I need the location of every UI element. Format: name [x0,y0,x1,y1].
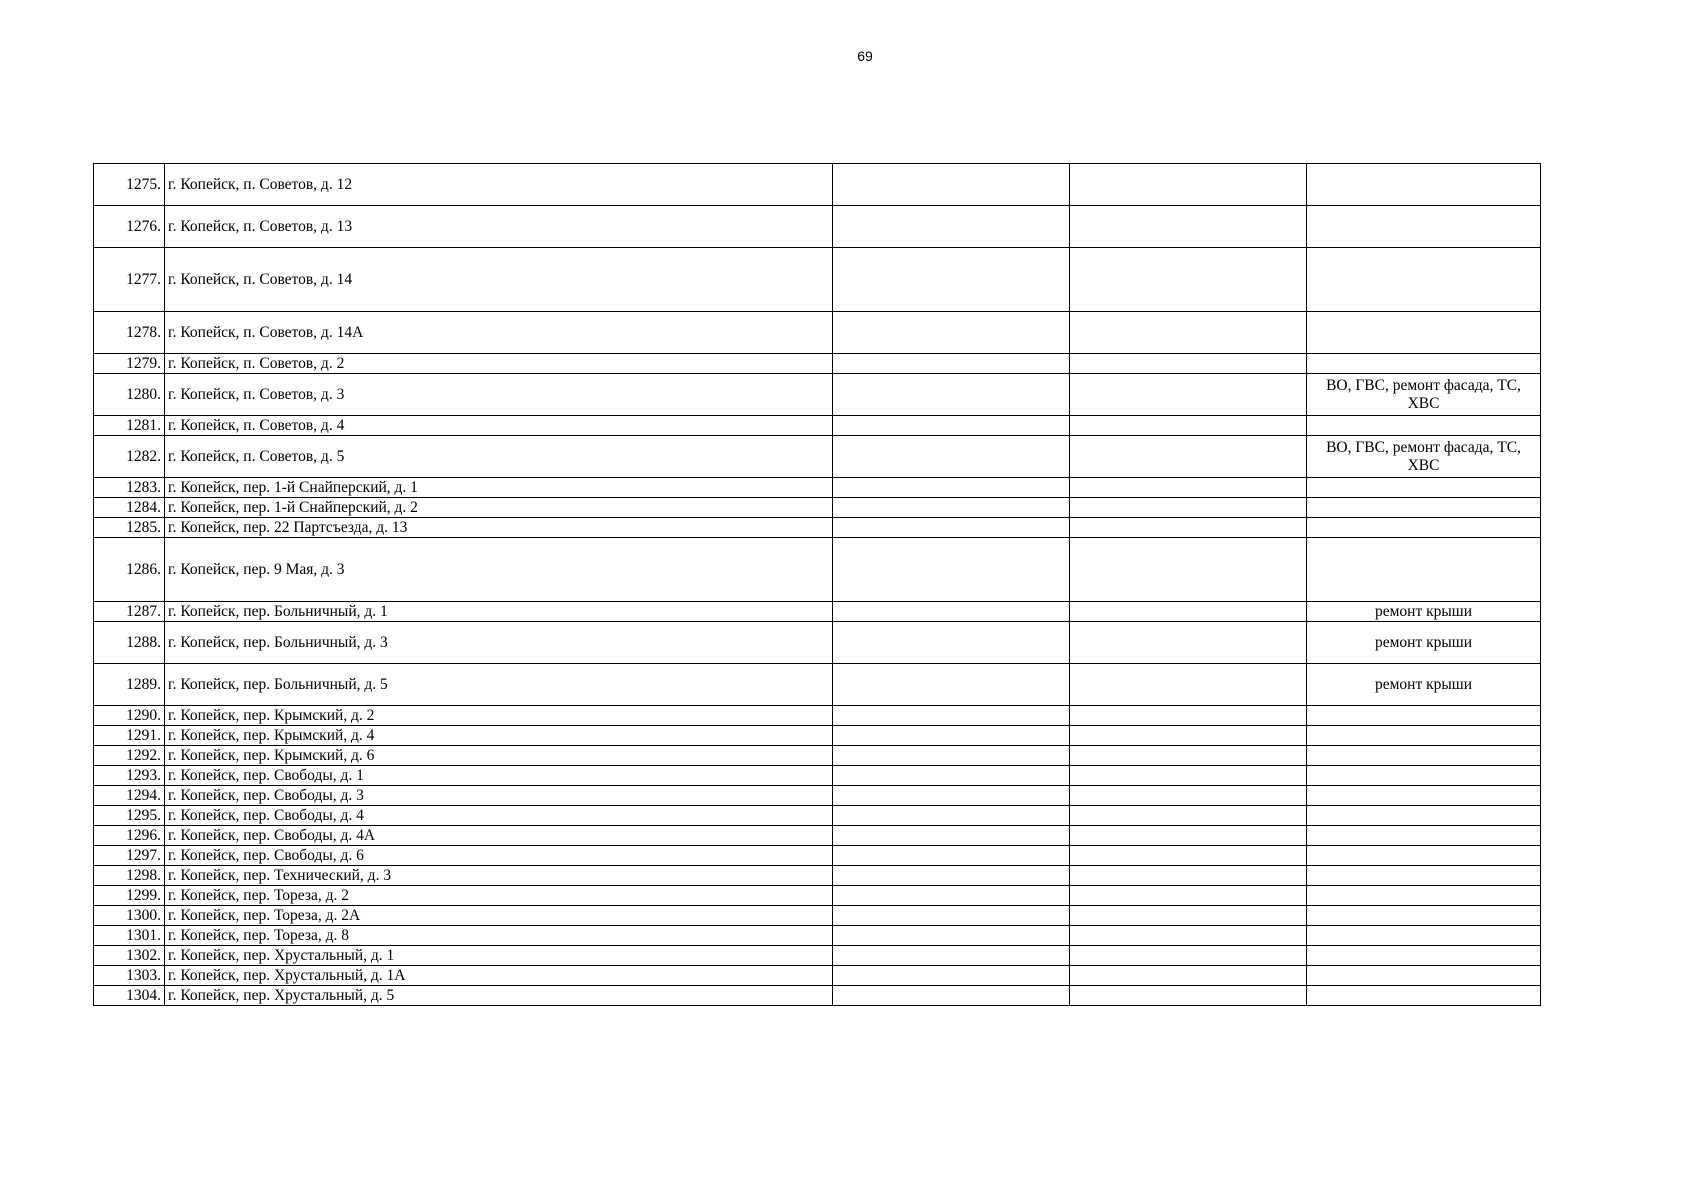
table-row [94,726,1541,746]
empty-cell [833,206,1070,248]
row-number-cell: 1298. [94,866,165,886]
empty-cell [1070,886,1307,906]
works-cell: ремонт крыши [1307,664,1541,706]
row-number-cell: 1302. [94,946,165,966]
empty-cell [833,966,1070,986]
works-cell: ремонт крыши [1307,602,1541,622]
table-row [94,436,1541,478]
empty-cell [1070,312,1307,354]
works-cell [1307,416,1541,436]
row-number-cell: 1292. [94,746,165,766]
row-number-cell: 1283. [94,478,165,498]
empty-cell [833,726,1070,746]
table-row [94,478,1541,498]
address-cell: г. Копейск, пер. 9 Мая, д. 3 [165,538,833,602]
table-row [94,664,1541,706]
empty-cell [1070,354,1307,374]
row-number-cell: 1294. [94,786,165,806]
address-cell: г. Копейск, п. Советов, д. 2 [165,354,833,374]
empty-cell [1070,906,1307,926]
table-row [94,986,1541,1006]
empty-cell [833,926,1070,946]
address-cell: г. Копейск, пер. Хрустальный, д. 1А [165,966,833,986]
table-row [94,886,1541,906]
address-cell: г. Копейск, пер. Крымский, д. 2 [165,706,833,726]
row-number-cell: 1286. [94,538,165,602]
row-number-cell: 1304. [94,986,165,1006]
table-row [94,926,1541,946]
table-row [94,766,1541,786]
empty-cell [1070,806,1307,826]
empty-cell [1070,664,1307,706]
works-cell [1307,478,1541,498]
row-number-cell: 1284. [94,498,165,518]
address-cell: г. Копейск, пер. 1-й Снайперский, д. 1 [165,478,833,498]
empty-cell [1070,622,1307,664]
works-cell: ремонт крыши [1307,622,1541,664]
empty-cell [833,498,1070,518]
table-row [94,354,1541,374]
table-row [94,946,1541,966]
table-row [94,498,1541,518]
row-number-cell: 1275. [94,164,165,206]
works-cell [1307,846,1541,866]
works-cell [1307,906,1541,926]
works-cell [1307,746,1541,766]
address-cell: г. Копейск, пер. Крымский, д. 4 [165,726,833,746]
empty-cell [1070,436,1307,478]
empty-cell [833,354,1070,374]
works-cell [1307,312,1541,354]
empty-cell [833,986,1070,1006]
table-row [94,248,1541,312]
empty-cell [833,664,1070,706]
row-number-cell: 1301. [94,926,165,946]
works-cell [1307,866,1541,886]
works-cell [1307,886,1541,906]
works-cell [1307,164,1541,206]
works-cell [1307,538,1541,602]
works-cell [1307,806,1541,826]
table-row [94,164,1541,206]
empty-cell [1070,498,1307,518]
empty-cell [833,946,1070,966]
empty-cell [1070,986,1307,1006]
row-number-cell: 1290. [94,706,165,726]
row-number-cell: 1303. [94,966,165,986]
empty-cell [833,478,1070,498]
empty-cell [833,538,1070,602]
empty-cell [833,518,1070,538]
table-row [94,312,1541,354]
address-cell: г. Копейск, пер. Технический, д. 3 [165,866,833,886]
works-cell [1307,498,1541,518]
empty-cell [1070,248,1307,312]
empty-cell [833,164,1070,206]
works-cell [1307,726,1541,746]
empty-cell [1070,206,1307,248]
row-number-cell: 1287. [94,602,165,622]
row-number-cell: 1278. [94,312,165,354]
table-row [94,206,1541,248]
address-cell: г. Копейск, пер. Свободы, д. 3 [165,786,833,806]
empty-cell [1070,826,1307,846]
empty-cell [1070,966,1307,986]
row-number-cell: 1289. [94,664,165,706]
address-cell: г. Копейск, пер. Больничный, д. 1 [165,602,833,622]
table-row [94,826,1541,846]
address-cell: г. Копейск, пер. 22 Партсъезда, д. 13 [165,518,833,538]
table-row [94,518,1541,538]
empty-cell [833,436,1070,478]
row-number-cell: 1280. [94,374,165,416]
table-row [94,706,1541,726]
address-cell: г. Копейск, пер. Тореза, д. 2 [165,886,833,906]
empty-cell [833,416,1070,436]
row-number-cell: 1295. [94,806,165,826]
row-number-cell: 1291. [94,726,165,746]
empty-cell [833,248,1070,312]
works-cell [1307,946,1541,966]
empty-cell [1070,518,1307,538]
row-number-cell: 1300. [94,906,165,926]
address-cell: г. Копейск, пер. Тореза, д. 8 [165,926,833,946]
row-number-cell: 1288. [94,622,165,664]
works-cell [1307,786,1541,806]
empty-cell [833,706,1070,726]
works-cell [1307,518,1541,538]
address-cell: г. Копейск, п. Советов, д. 14А [165,312,833,354]
address-cell: г. Копейск, п. Советов, д. 13 [165,206,833,248]
works-cell [1307,354,1541,374]
table-row [94,866,1541,886]
empty-cell [1070,416,1307,436]
address-cell: г. Копейск, п. Советов, д. 4 [165,416,833,436]
empty-cell [1070,926,1307,946]
table-row [94,786,1541,806]
row-number-cell: 1285. [94,518,165,538]
address-cell: г. Копейск, пер. Свободы, д. 4А [165,826,833,846]
empty-cell [833,312,1070,354]
address-cell: г. Копейск, пер. Хрустальный, д. 5 [165,986,833,1006]
empty-cell [1070,746,1307,766]
address-cell: г. Копейск, пер. Больничный, д. 5 [165,664,833,706]
empty-cell [833,766,1070,786]
table-row [94,746,1541,766]
works-cell [1307,826,1541,846]
empty-cell [833,374,1070,416]
row-number-cell: 1276. [94,206,165,248]
empty-cell [1070,726,1307,746]
address-cell: г. Копейск, пер. Тореза, д. 2А [165,906,833,926]
empty-cell [1070,602,1307,622]
empty-cell [1070,766,1307,786]
empty-cell [833,826,1070,846]
empty-cell [1070,866,1307,886]
table-row [94,622,1541,664]
address-cell: г. Копейск, п. Советов, д. 14 [165,248,833,312]
address-cell: г. Копейск, пер. Свободы, д. 1 [165,766,833,786]
table-row [94,906,1541,926]
empty-cell [833,602,1070,622]
table-row [94,806,1541,826]
works-cell: ВО, ГВС, ремонт фасада, ТС, ХВС [1307,436,1541,478]
works-cell [1307,986,1541,1006]
works-cell [1307,966,1541,986]
empty-cell [833,866,1070,886]
address-cell: г. Копейск, п. Советов, д. 3 [165,374,833,416]
empty-cell [833,746,1070,766]
address-table [93,163,1541,1006]
row-number-cell: 1282. [94,436,165,478]
row-number-cell: 1297. [94,846,165,866]
address-cell: г. Копейск, п. Советов, д. 5 [165,436,833,478]
empty-cell [1070,706,1307,726]
row-number-cell: 1296. [94,826,165,846]
empty-cell [833,906,1070,926]
empty-cell [1070,164,1307,206]
empty-cell [833,786,1070,806]
works-cell [1307,766,1541,786]
table-row [94,374,1541,416]
page-number: 69 [857,48,873,64]
address-cell: г. Копейск, пер. Хрустальный, д. 1 [165,946,833,966]
address-cell: г. Копейск, пер. Свободы, д. 6 [165,846,833,866]
empty-cell [1070,374,1307,416]
address-cell: г. Копейск, пер. Больничный, д. 3 [165,622,833,664]
row-number-cell: 1281. [94,416,165,436]
empty-cell [1070,538,1307,602]
works-cell [1307,206,1541,248]
row-number-cell: 1299. [94,886,165,906]
empty-cell [1070,946,1307,966]
table-body [94,164,1541,1006]
empty-cell [833,886,1070,906]
row-number-cell: 1279. [94,354,165,374]
works-cell: ВО, ГВС, ремонт фасада, ТС, ХВС [1307,374,1541,416]
table-row [94,846,1541,866]
row-number-cell: 1277. [94,248,165,312]
table-row [94,602,1541,622]
empty-cell [1070,846,1307,866]
works-cell [1307,706,1541,726]
works-cell [1307,926,1541,946]
works-cell [1307,248,1541,312]
table-row [94,966,1541,986]
empty-cell [833,846,1070,866]
table-row [94,538,1541,602]
address-cell: г. Копейск, пер. Свободы, д. 4 [165,806,833,826]
empty-cell [1070,478,1307,498]
address-cell: г. Копейск, п. Советов, д. 12 [165,164,833,206]
address-cell: г. Копейск, пер. 1-й Снайперский, д. 2 [165,498,833,518]
empty-cell [833,806,1070,826]
empty-cell [1070,786,1307,806]
address-cell: г. Копейск, пер. Крымский, д. 6 [165,746,833,766]
empty-cell [833,622,1070,664]
row-number-cell: 1293. [94,766,165,786]
table-row [94,416,1541,436]
